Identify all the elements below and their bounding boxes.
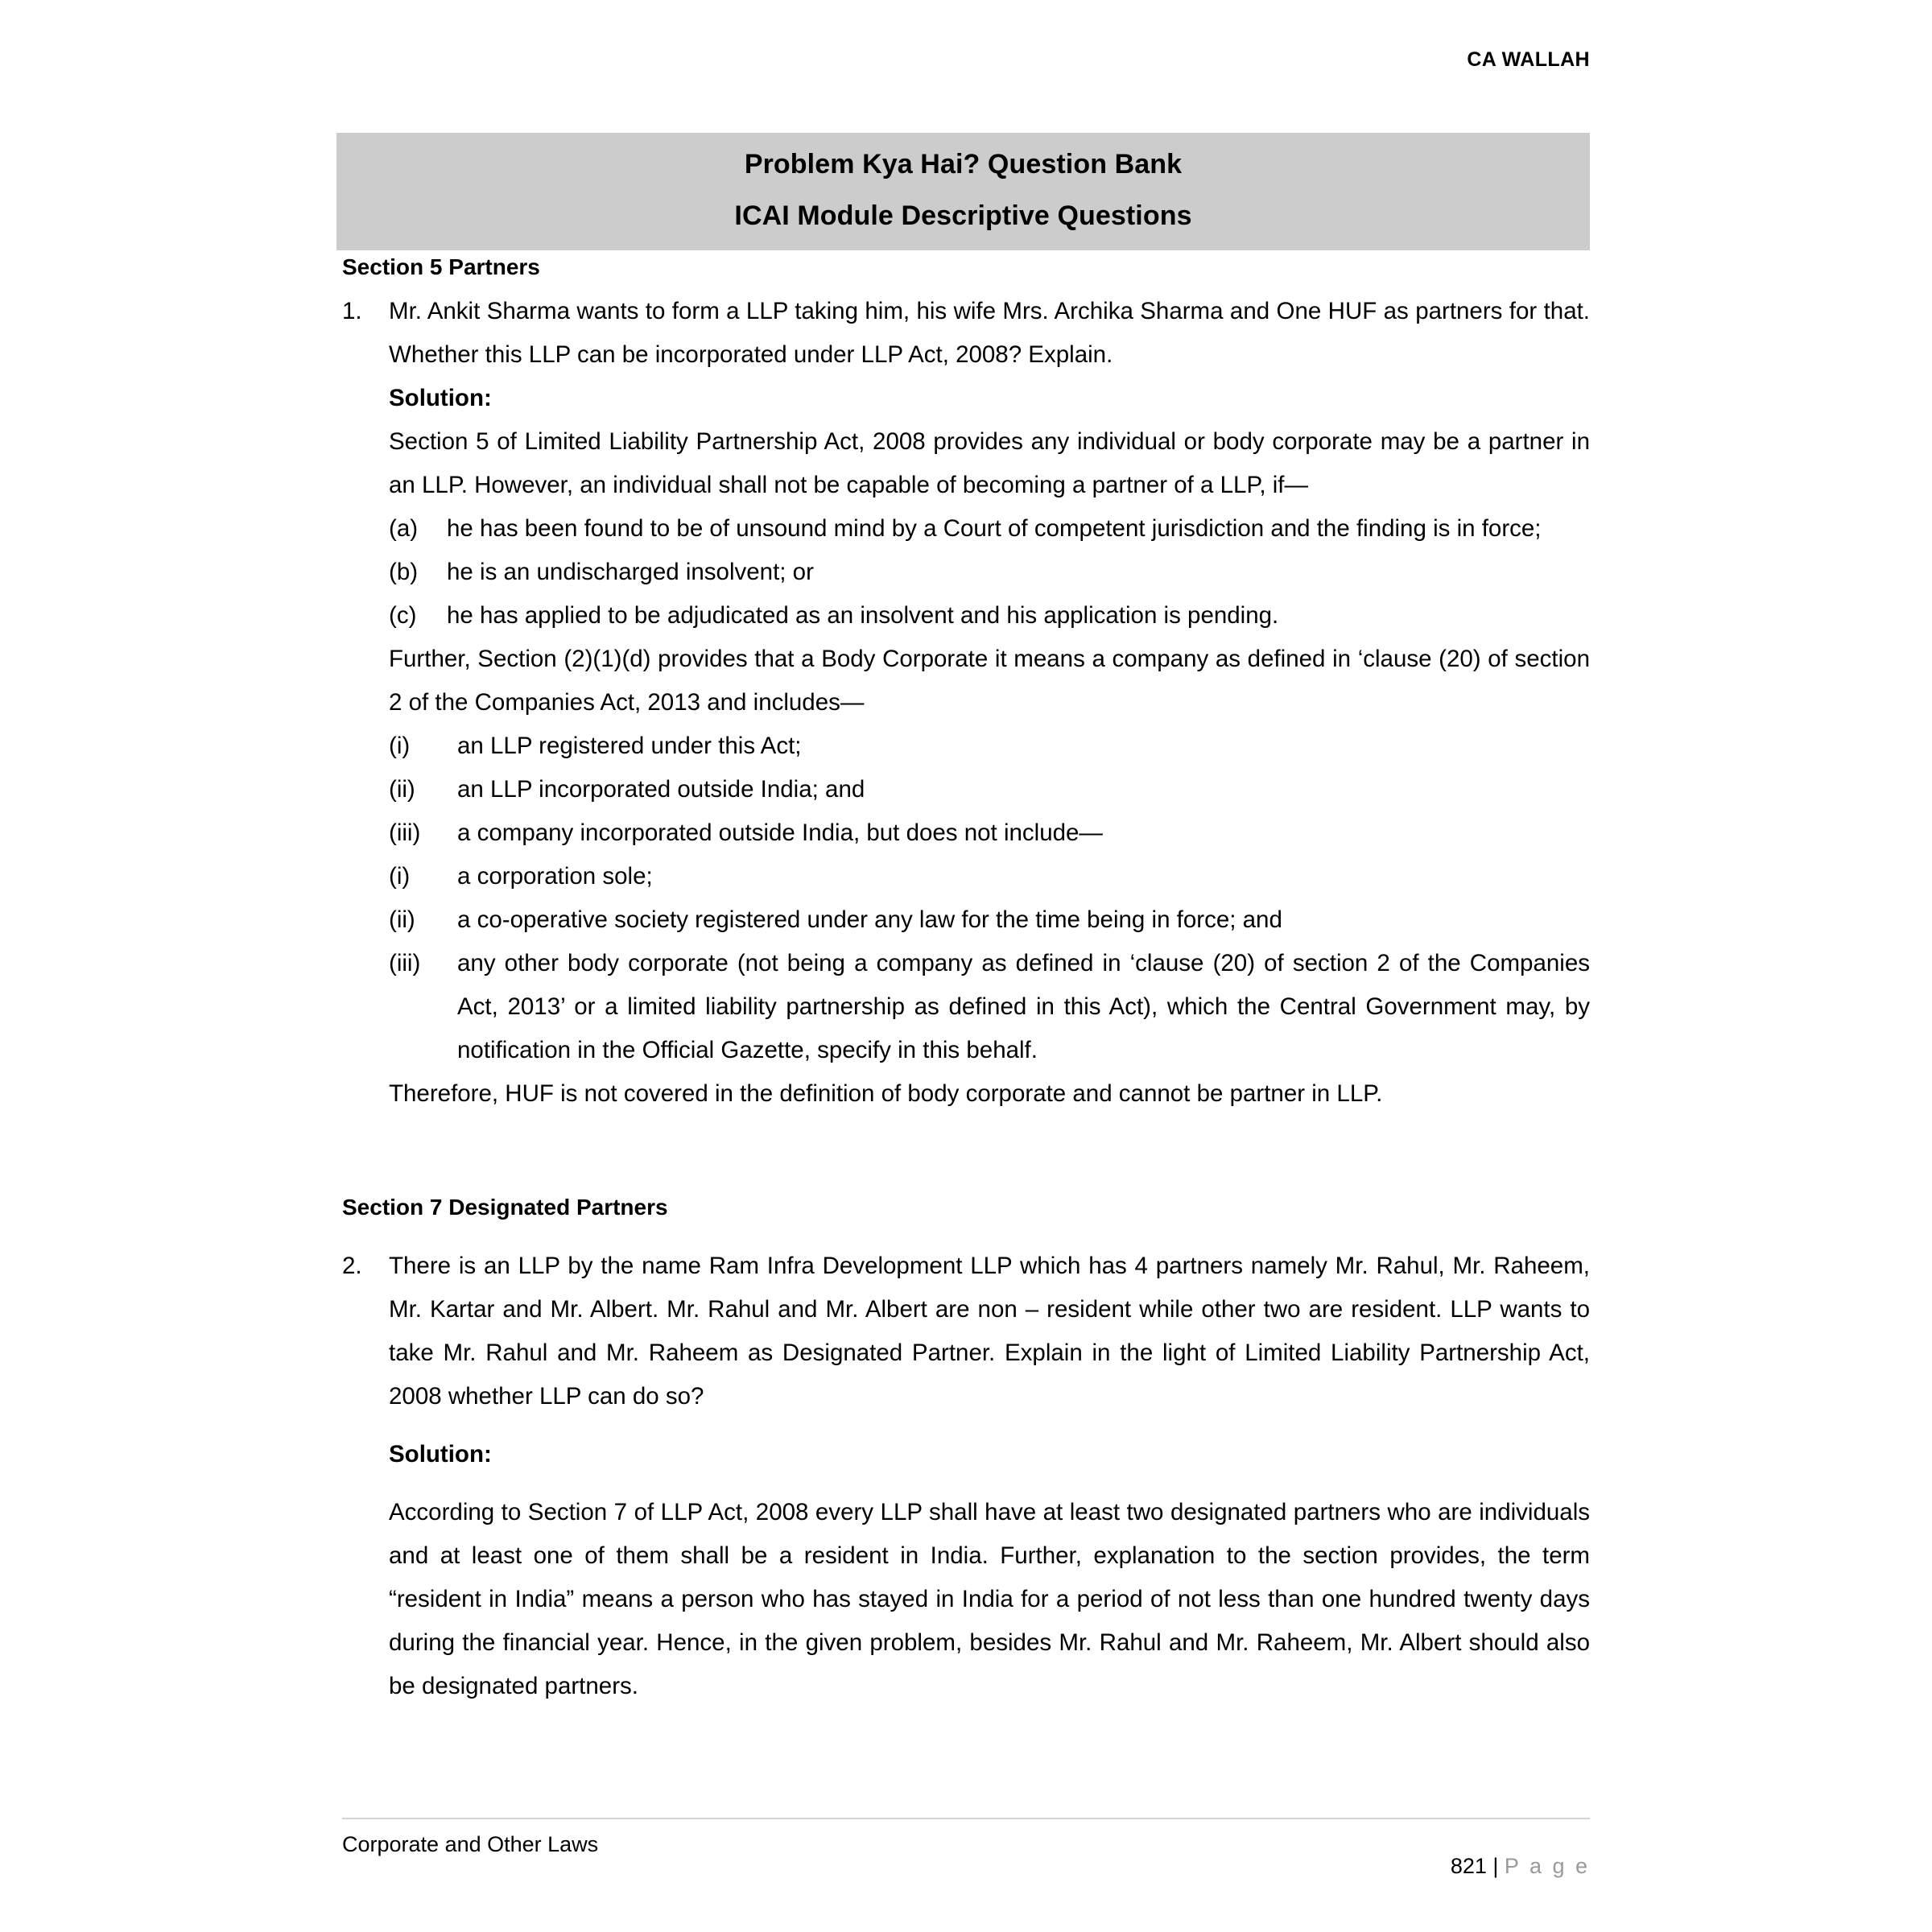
list-text: he is an undischarged insolvent; or: [447, 559, 814, 585]
list-item: [342, 768, 1590, 811]
list-text: he has applied to be adjudicated as an insolvent and his application is pending.: [447, 602, 1279, 629]
section-heading-designated-partners: Section 7 Designated Partners: [342, 1195, 668, 1220]
footer-row: [342, 1834, 1590, 1899]
banner-title-line-2: ICAI Module Descriptive Questions: [734, 200, 1192, 231]
question-1: [342, 290, 1590, 377]
list-item: [342, 594, 1590, 638]
question-block-1: [342, 290, 1590, 1116]
heading-spacer: [342, 1230, 1590, 1245]
question-2: [342, 1245, 1590, 1418]
page-footer: [342, 1818, 1590, 1899]
list-text: an LLP incorporated outside India; and: [457, 776, 865, 803]
list-text: a corporation sole;: [457, 863, 653, 890]
list-marker: (i): [389, 733, 411, 759]
list-item: [342, 551, 1590, 594]
list-text: a co-operative society registered under any law for the time being in force; and: [457, 906, 1282, 933]
footer-separator: |: [1486, 1854, 1505, 1878]
list-item: [342, 811, 1590, 855]
list-item: [342, 507, 1590, 551]
list-marker: (i): [389, 863, 411, 890]
list-text: an LLP registered under this Act;: [457, 733, 802, 759]
question-spacer: [342, 1418, 1590, 1433]
question-1-text: Mr. Ankit Sharma wants to form a LLP taking him, his wife Mrs. Archika Sharma and One HUF as partners for that. Whether this LLP can be incorporated under LLP Act, 2008? Explain.: [389, 298, 1590, 368]
solution-2-text: According to Section 7 of LLP Act, 2008 every LLP shall have at least two designated partners who are individuals and at least one of them shall be a resident in India. Further, explanation to the section provides, the term “resident in India” means a person who has stayed in India for a period of not less than one hundred twenty days during the financial year. Hence, in the given problem, besides Mr. Rahul and Mr. Raheem, Mr. Albert should also be designated partners.: [389, 1499, 1590, 1699]
footer-divider: [342, 1818, 1590, 1819]
question-2-text: There is an LLP by the name Ram Infra Development LLP which has 4 partners namely Mr. Rahul, Mr. Raheem, Mr. Kartar and Mr. Albert. Mr. Rahul and Mr. Albert are non – resident while other two are resident. LLP wants to take Mr. Rahul and Mr. Raheem as Designated Partner. Explain in the light of Limited Liability Partnership Act, 2008 whether LLP can do so?: [389, 1253, 1590, 1410]
document-content: [342, 250, 1590, 1708]
solution-1-conclusion: Therefore, HUF is not covered in the definition of body corporate and cannot be partner in LLP.: [389, 1080, 1383, 1107]
title-banner: [336, 133, 1590, 250]
list-text: any other body corporate (not being a company as defined in ‘clause (20) of section 2 of the Companies Act, 2013’ or a limited liability partnership as defined in this Act), which the Central Government may, by notification in the Official Gazette, specify in this behalf.: [457, 950, 1590, 1063]
solution-1-further-para: Further, Section (2)(1)(d) provides that a Body Corporate it means a company as defined in ‘clause (20) of section 2 of the Companies Act, 2013 and includes—: [389, 646, 1590, 716]
roman-list-excludes: [342, 855, 1590, 1072]
list-text: he has been found to be of unsound mind by a Court of competent jurisdiction and the finding is in force;: [447, 515, 1542, 542]
list-item: [342, 724, 1590, 768]
list-item: [342, 855, 1590, 898]
solution-1-intro: Section 5 of Limited Liability Partnership Act, 2008 provides any individual or body corporate may be a partner in an LLP. However, an individual shall not be capable of becoming a partner of a LLP, if—: [389, 428, 1590, 498]
list-marker: (ii): [389, 906, 415, 933]
roman-list-includes: [342, 724, 1590, 855]
solution-label-1: Solution:: [389, 385, 492, 411]
running-header: CA WALLAH: [1467, 48, 1590, 71]
list-item: [342, 942, 1590, 1072]
alpha-list-disqualifications: [342, 507, 1590, 638]
list-marker: (b): [389, 559, 419, 585]
question-block-2: [342, 1245, 1590, 1708]
list-marker: (c): [389, 602, 417, 629]
footer-page-number: 821: [1450, 1854, 1487, 1878]
section-heading-partners: Section 5 Partners: [342, 254, 540, 279]
solution-spacer: [342, 1476, 1590, 1491]
footer-subject-label: Corporate and Other Laws: [342, 1832, 599, 1856]
solution-label-2: Solution:: [389, 1441, 492, 1468]
list-marker: (iii): [389, 819, 421, 846]
banner-title-line-1: Problem Kya Hai? Question Bank: [744, 149, 1183, 180]
list-marker: (a): [389, 515, 419, 542]
footer-page-indicator: [1402, 1834, 1590, 1899]
list-text: a company incorporated outside India, but does not include—: [457, 819, 1103, 846]
list-marker: (iii): [389, 950, 421, 976]
question-2-marker: 2.: [342, 1253, 362, 1279]
question-1-marker: 1.: [342, 298, 362, 324]
footer-page-word: P a g e: [1504, 1854, 1590, 1878]
list-marker: (ii): [389, 776, 415, 803]
section-spacer: [342, 1116, 1590, 1190]
list-item: [342, 898, 1590, 942]
